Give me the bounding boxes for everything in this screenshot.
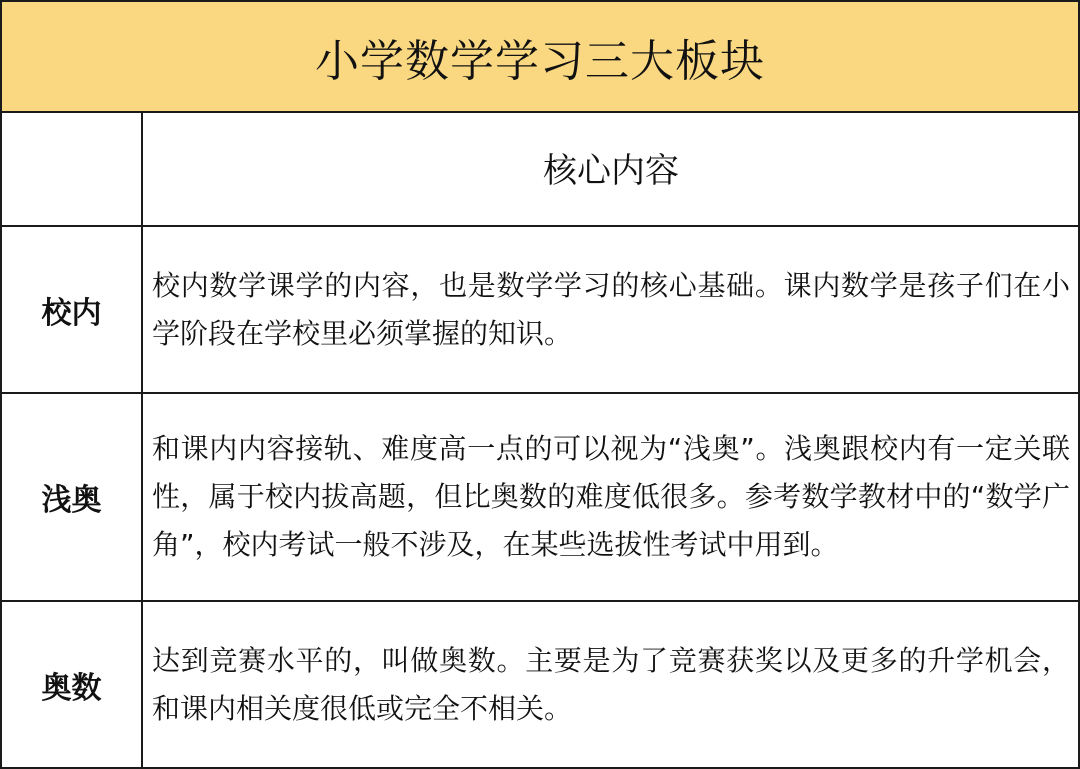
table-row-qianao (0, 394, 1080, 602)
row-label-text: 奥数 (41, 670, 102, 706)
header-content-cell (143, 113, 1078, 225)
row-content-qianao (143, 394, 1078, 600)
table-row-aoshu (0, 602, 1080, 769)
row-content-text: 达到竞赛水平的，叫做奥数。主要是为了竞赛获奖以及更多的升学机会，和课内相关度很低或完全不相关。 (152, 643, 1070, 725)
header-label-cell (2, 113, 143, 225)
row-label-aoshu (2, 602, 143, 767)
table-header-row (0, 113, 1080, 227)
row-content-xiaonei (143, 227, 1078, 392)
row-content-text: 和课内内容接轨、难度高一点的可以视为“浅奥”。浅奥跟校内有一定关联性，属于校内拔高题，但比奥数的难度低很多。参考数学教材中的“数学广角”，校内考试一般不涉及，在某些选拔性考试中用到。 (152, 432, 1070, 561)
table-row-xiaonei (0, 227, 1080, 394)
row-content-text: 校内数学课学的内容，也是数学学习的核心基础。课内数学是孩子们在小学阶段在学校里必须掌握的知识。 (152, 268, 1070, 350)
table-title-text: 小学数学学习三大板块 (315, 35, 765, 87)
header-content-text: 核心内容 (543, 151, 679, 191)
row-label-qianao (2, 394, 143, 600)
row-label-text: 浅奥 (41, 483, 102, 518)
table-title (0, 0, 1080, 113)
row-label-xiaonei (2, 227, 143, 392)
row-content-aoshu (143, 602, 1078, 767)
row-label-text: 校内 (41, 295, 102, 331)
